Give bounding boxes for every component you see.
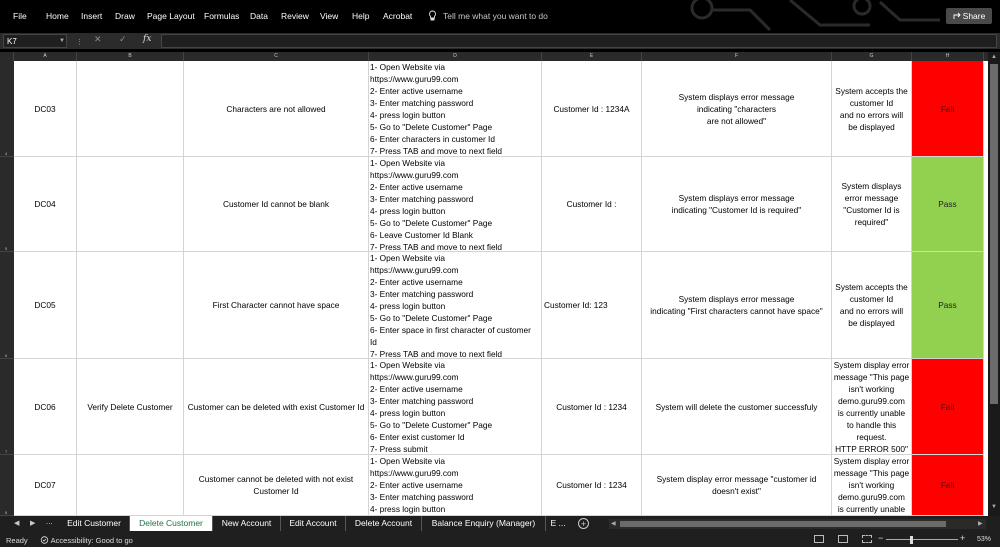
chevron-down-icon[interactable]: ▼: [59, 38, 65, 44]
scroll-thumb[interactable]: [990, 64, 998, 404]
step-line: 4- press login button: [370, 110, 446, 120]
cell-text: DC03: [34, 103, 56, 114]
cell-text: Fail: [940, 480, 955, 490]
cell-steps[interactable]: [369, 61, 542, 157]
step-line: Id: [370, 337, 377, 347]
cell-text: DC07: [34, 480, 56, 490]
text-line: demo.guru99.com: [838, 492, 905, 502]
step-line: 3- Enter matching password: [370, 492, 474, 502]
cell-text: DC05: [34, 300, 56, 310]
vertical-scrollbar[interactable]: [988, 52, 1000, 516]
cell-description[interactable]: [184, 157, 369, 252]
cell-status[interactable]: [912, 455, 984, 516]
cancel-icon[interactable]: ✕: [94, 34, 102, 44]
enter-check-icon[interactable]: ✓: [119, 34, 127, 44]
name-box[interactable]: K7: [3, 34, 67, 48]
text-line: be displayed: [848, 121, 895, 132]
cell-id[interactable]: [14, 252, 77, 359]
step-line: 7- Press TAB and move to next field: [370, 242, 503, 252]
text-line: message "This page: [833, 468, 910, 478]
step-line: 2- Enter active username: [370, 384, 463, 394]
cell-text: Customer Id cannot be blank: [222, 199, 330, 209]
cell-expected[interactable]: [642, 252, 832, 359]
prev-sheet-icon[interactable]: ◀: [14, 520, 20, 527]
menu-page-layout[interactable]: Page Layout: [147, 11, 195, 21]
text-line: indicating "Customer Id is required": [671, 205, 802, 215]
text-line: HTTP ERROR 500": [835, 443, 908, 454]
text-line: System displays error message: [678, 294, 795, 304]
status-bar: [0, 532, 1000, 547]
cell-steps[interactable]: [369, 252, 542, 359]
cell-test-data[interactable]: [542, 157, 642, 252]
step-line: 1- Open Website via: [370, 158, 446, 168]
tab-delete-customer[interactable]: Delete Customer: [130, 516, 213, 531]
menu-help[interactable]: Help: [352, 11, 370, 21]
tell-me-text: Tell me what you want to do: [443, 11, 548, 21]
normal-view-icon[interactable]: [814, 535, 824, 543]
cell-id[interactable]: [14, 157, 77, 252]
text-line: are not allowed": [706, 115, 767, 126]
cell-description[interactable]: [184, 252, 369, 359]
step-line: 3- Enter matching password: [370, 396, 474, 406]
step-line: 6- Enter exist customer Id: [370, 432, 465, 442]
cell-text: Fail: [940, 103, 955, 114]
step-line: https://www.guru99.com: [370, 468, 459, 478]
zoom-in-icon[interactable]: +: [960, 533, 966, 543]
circuit-decoration: [640, 0, 980, 33]
cell-description[interactable]: [184, 61, 369, 157]
cell-expected[interactable]: [642, 359, 832, 455]
text-line: error message: [844, 193, 899, 203]
row-header[interactable]: 7: [0, 359, 14, 455]
step-line: 5- Go to "Delete Customer" Page: [370, 218, 493, 228]
share-icon: [953, 12, 961, 20]
lightbulb-icon: [428, 10, 437, 21]
column-header-e[interactable]: E: [542, 52, 642, 61]
cell-text: Customer Id : 1234: [556, 401, 627, 412]
cell-status[interactable]: [912, 252, 984, 359]
step-line: 1- Open Website via: [370, 62, 446, 72]
text-line: message "This page: [833, 371, 910, 382]
cell-test-data[interactable]: [542, 252, 642, 359]
zoom-slider[interactable]: [886, 539, 958, 540]
status-ready: Ready: [6, 536, 28, 545]
text-line: demo.guru99.com: [838, 395, 905, 406]
cell-text: Customer Id :: [566, 199, 617, 209]
step-line: 7- Press submit: [370, 444, 428, 454]
text-line: System displays error message: [678, 193, 795, 203]
cell-text: Customer Id: 123: [544, 300, 608, 310]
step-line: https://www.guru99.com: [370, 372, 459, 382]
text-line: to handle this: [846, 419, 897, 430]
cell-text: Customer can be deleted with exist Customer Id: [187, 401, 365, 412]
text-line: and no errors will: [839, 109, 904, 120]
zoom-level[interactable]: 53%: [977, 536, 992, 543]
cell-text: Customer Id : 1234A: [553, 103, 630, 114]
column-header-b[interactable]: B: [77, 52, 184, 61]
column-header-h[interactable]: H: [912, 52, 984, 61]
page-break-view-icon[interactable]: [862, 535, 872, 543]
tell-me-search[interactable]: [428, 10, 548, 21]
more-sheets-left[interactable]: ...: [46, 517, 53, 526]
text-line: isn't working: [848, 480, 895, 490]
cell-steps[interactable]: [369, 157, 542, 252]
scroll-up-icon[interactable]: ▲: [991, 54, 997, 60]
cell-text: Characters are not allowed: [226, 103, 326, 114]
zoom-out-icon[interactable]: −: [878, 533, 884, 543]
step-line: https://www.guru99.com: [370, 265, 459, 275]
text-line: indicating "First characters cannot have space": [650, 306, 823, 316]
tab-balance-enquiry[interactable]: Balance Enquiry (Manager): [422, 516, 546, 531]
menu-data[interactable]: Data: [250, 11, 268, 21]
more-options-icon: ⋮: [76, 39, 83, 46]
column-header-f[interactable]: F: [642, 52, 832, 61]
text-line: customer Id: [849, 97, 894, 108]
cell-scenario[interactable]: [77, 455, 184, 516]
column-headers: [14, 52, 988, 61]
step-line: 4- press login button: [370, 206, 446, 216]
cell-test-data[interactable]: [542, 359, 642, 455]
column-header-g[interactable]: G: [832, 52, 912, 61]
formula-input[interactable]: [161, 34, 997, 48]
text-line: System display error message "customer id: [656, 474, 817, 484]
step-line: 7- Press TAB and move to next field: [370, 349, 503, 359]
cell-text: Pass: [938, 300, 957, 310]
menu-formulas[interactable]: Formulas: [204, 11, 240, 21]
cell-status[interactable]: [912, 61, 984, 157]
cell-expected[interactable]: [642, 61, 832, 157]
text-line: is currently unable: [837, 504, 906, 514]
horizontal-scrollbar[interactable]: [609, 519, 986, 529]
step-line: 6- Enter characters in customer Id: [370, 134, 495, 144]
step-line: 5- Go to "Delete Customer" Page: [370, 313, 493, 323]
cell-expected[interactable]: [642, 157, 832, 252]
cell-text: DC06: [34, 401, 56, 412]
column-header-a[interactable]: A: [14, 52, 77, 61]
row-header[interactable]: 5: [0, 157, 14, 252]
step-line: 1- Open Website via: [370, 456, 446, 466]
column-header-c[interactable]: C: [184, 52, 369, 61]
select-all-corner[interactable]: [0, 52, 14, 61]
text-line: "Customer Id is: [843, 205, 900, 215]
cell-text: DC04: [34, 199, 56, 209]
step-line: 2- Enter active username: [370, 182, 463, 192]
step-line: https://www.guru99.com: [370, 74, 459, 84]
step-line: 4- press login button: [370, 504, 446, 514]
accessibility-status[interactable]: [40, 536, 133, 545]
text-line: System display error: [833, 456, 910, 466]
text-line: be displayed: [848, 318, 895, 328]
step-line: 4- press login button: [370, 301, 446, 311]
cell-text: Fail: [940, 401, 955, 412]
step-line: 4- press login button: [370, 408, 446, 418]
menu-insert[interactable]: Insert: [81, 11, 103, 21]
tab-edit-account[interactable]: Edit Account: [281, 516, 346, 531]
worksheet-grid: [14, 61, 988, 516]
cell-id[interactable]: [14, 61, 77, 157]
step-line: 6- Leave Customer Id Blank: [370, 230, 473, 240]
step-line: 5- Go to "Delete Customer" Page: [370, 122, 493, 132]
page-layout-view-icon[interactable]: [838, 535, 848, 543]
share-label: Share: [962, 11, 986, 21]
menu-draw[interactable]: Draw: [115, 11, 135, 21]
cell-text: Customer cannot be deleted with not exist Customer Id: [198, 474, 354, 496]
text-line: doesn't exist": [712, 486, 761, 496]
menu-file[interactable]: File: [13, 11, 27, 21]
cell-text: Pass: [938, 199, 957, 209]
menu-view[interactable]: View: [320, 11, 339, 21]
text-line: System displays: [841, 181, 902, 191]
cell-text: Customer Id : 1234: [556, 480, 627, 490]
menu-home[interactable]: Home: [46, 11, 69, 21]
cell-text: First Character cannot have space: [212, 300, 340, 310]
zoom-slider-thumb[interactable]: [910, 536, 913, 544]
scroll-left-icon[interactable]: ◀: [611, 521, 616, 527]
step-line: 7- Press TAB and move to next field: [370, 146, 503, 156]
text-line: required": [854, 217, 889, 227]
cell-description[interactable]: [184, 455, 369, 516]
text-line: customer Id: [849, 294, 894, 304]
cell-scenario[interactable]: [77, 252, 184, 359]
cell-test-data[interactable]: [542, 61, 642, 157]
text-line: is currently unable: [837, 407, 906, 418]
cell-id[interactable]: [14, 455, 77, 516]
text-line: System display error: [833, 359, 910, 370]
cell-steps[interactable]: [369, 359, 542, 455]
step-line: 2- Enter active username: [370, 480, 463, 490]
menu-review[interactable]: Review: [281, 11, 309, 21]
step-line: 3- Enter matching password: [370, 194, 474, 204]
text-line: System will delete the customer successfuly: [655, 401, 818, 412]
column-header-d[interactable]: D: [369, 52, 542, 61]
text-line: request.: [856, 431, 887, 442]
step-line: 1- Open Website via: [370, 253, 446, 263]
text-line: System accepts the: [835, 85, 908, 96]
text-line: System displays error message: [678, 91, 795, 102]
step-line: 1- Open Website via: [370, 360, 446, 370]
scroll-right-icon[interactable]: ▶: [978, 521, 983, 527]
row-header[interactable]: 4: [0, 61, 14, 157]
cell-actual[interactable]: [832, 455, 912, 516]
insert-function-icon[interactable]: fx: [143, 34, 152, 44]
accessibility-icon: [40, 536, 49, 544]
tab-delete-account[interactable]: Delete Account: [346, 516, 422, 531]
cell-text: Verify Delete Customer: [87, 401, 173, 412]
cell-actual[interactable]: [832, 359, 912, 455]
hscroll-thumb[interactable]: [620, 521, 946, 527]
text-line: System accepts the: [835, 282, 908, 292]
text-line: isn't working: [848, 383, 895, 394]
step-line: 2- Enter active username: [370, 86, 463, 96]
cell-steps[interactable]: [369, 455, 542, 516]
next-sheet-icon[interactable]: ▶: [30, 520, 36, 527]
tab-edit-customer[interactable]: Edit Customer: [59, 516, 130, 531]
step-line: 6- Enter space in first character of customer: [370, 325, 531, 335]
cell-actual[interactable]: [832, 157, 912, 252]
step-line: 2- Enter active username: [370, 277, 463, 287]
cell-id[interactable]: [14, 359, 77, 455]
cell-scenario[interactable]: [77, 61, 184, 157]
cell-actual[interactable]: [832, 252, 912, 359]
cell-scenario[interactable]: [77, 157, 184, 252]
cell-expected[interactable]: [642, 455, 832, 516]
cell-test-data[interactable]: [542, 455, 642, 516]
scroll-down-icon[interactable]: ▼: [991, 504, 997, 510]
cell-status[interactable]: [912, 157, 984, 252]
share-button[interactable]: [946, 8, 992, 24]
add-sheet-icon[interactable]: +: [578, 518, 589, 529]
cell-description[interactable]: [184, 359, 369, 455]
cell-scenario[interactable]: [77, 359, 184, 455]
tab-more[interactable]: E ...: [550, 518, 566, 528]
text-line: and no errors will: [839, 306, 904, 316]
step-line: 3- Enter matching password: [370, 98, 474, 108]
tab-new-account[interactable]: New Account: [213, 516, 281, 531]
accessibility-text: Accessibility: Good to go: [50, 536, 133, 545]
row-headers: [0, 61, 14, 516]
step-line: https://www.guru99.com: [370, 170, 459, 180]
menu-acrobat[interactable]: Acrobat: [383, 11, 413, 21]
step-line: 5- Go to "Delete Customer" Page: [370, 420, 493, 430]
row-header[interactable]: 8: [0, 455, 14, 516]
row-header[interactable]: 6: [0, 252, 14, 359]
cell-status[interactable]: [912, 359, 984, 455]
text-line: indicating "characters: [696, 103, 777, 114]
cell-actual[interactable]: [832, 61, 912, 157]
step-line: 3- Enter matching password: [370, 289, 474, 299]
